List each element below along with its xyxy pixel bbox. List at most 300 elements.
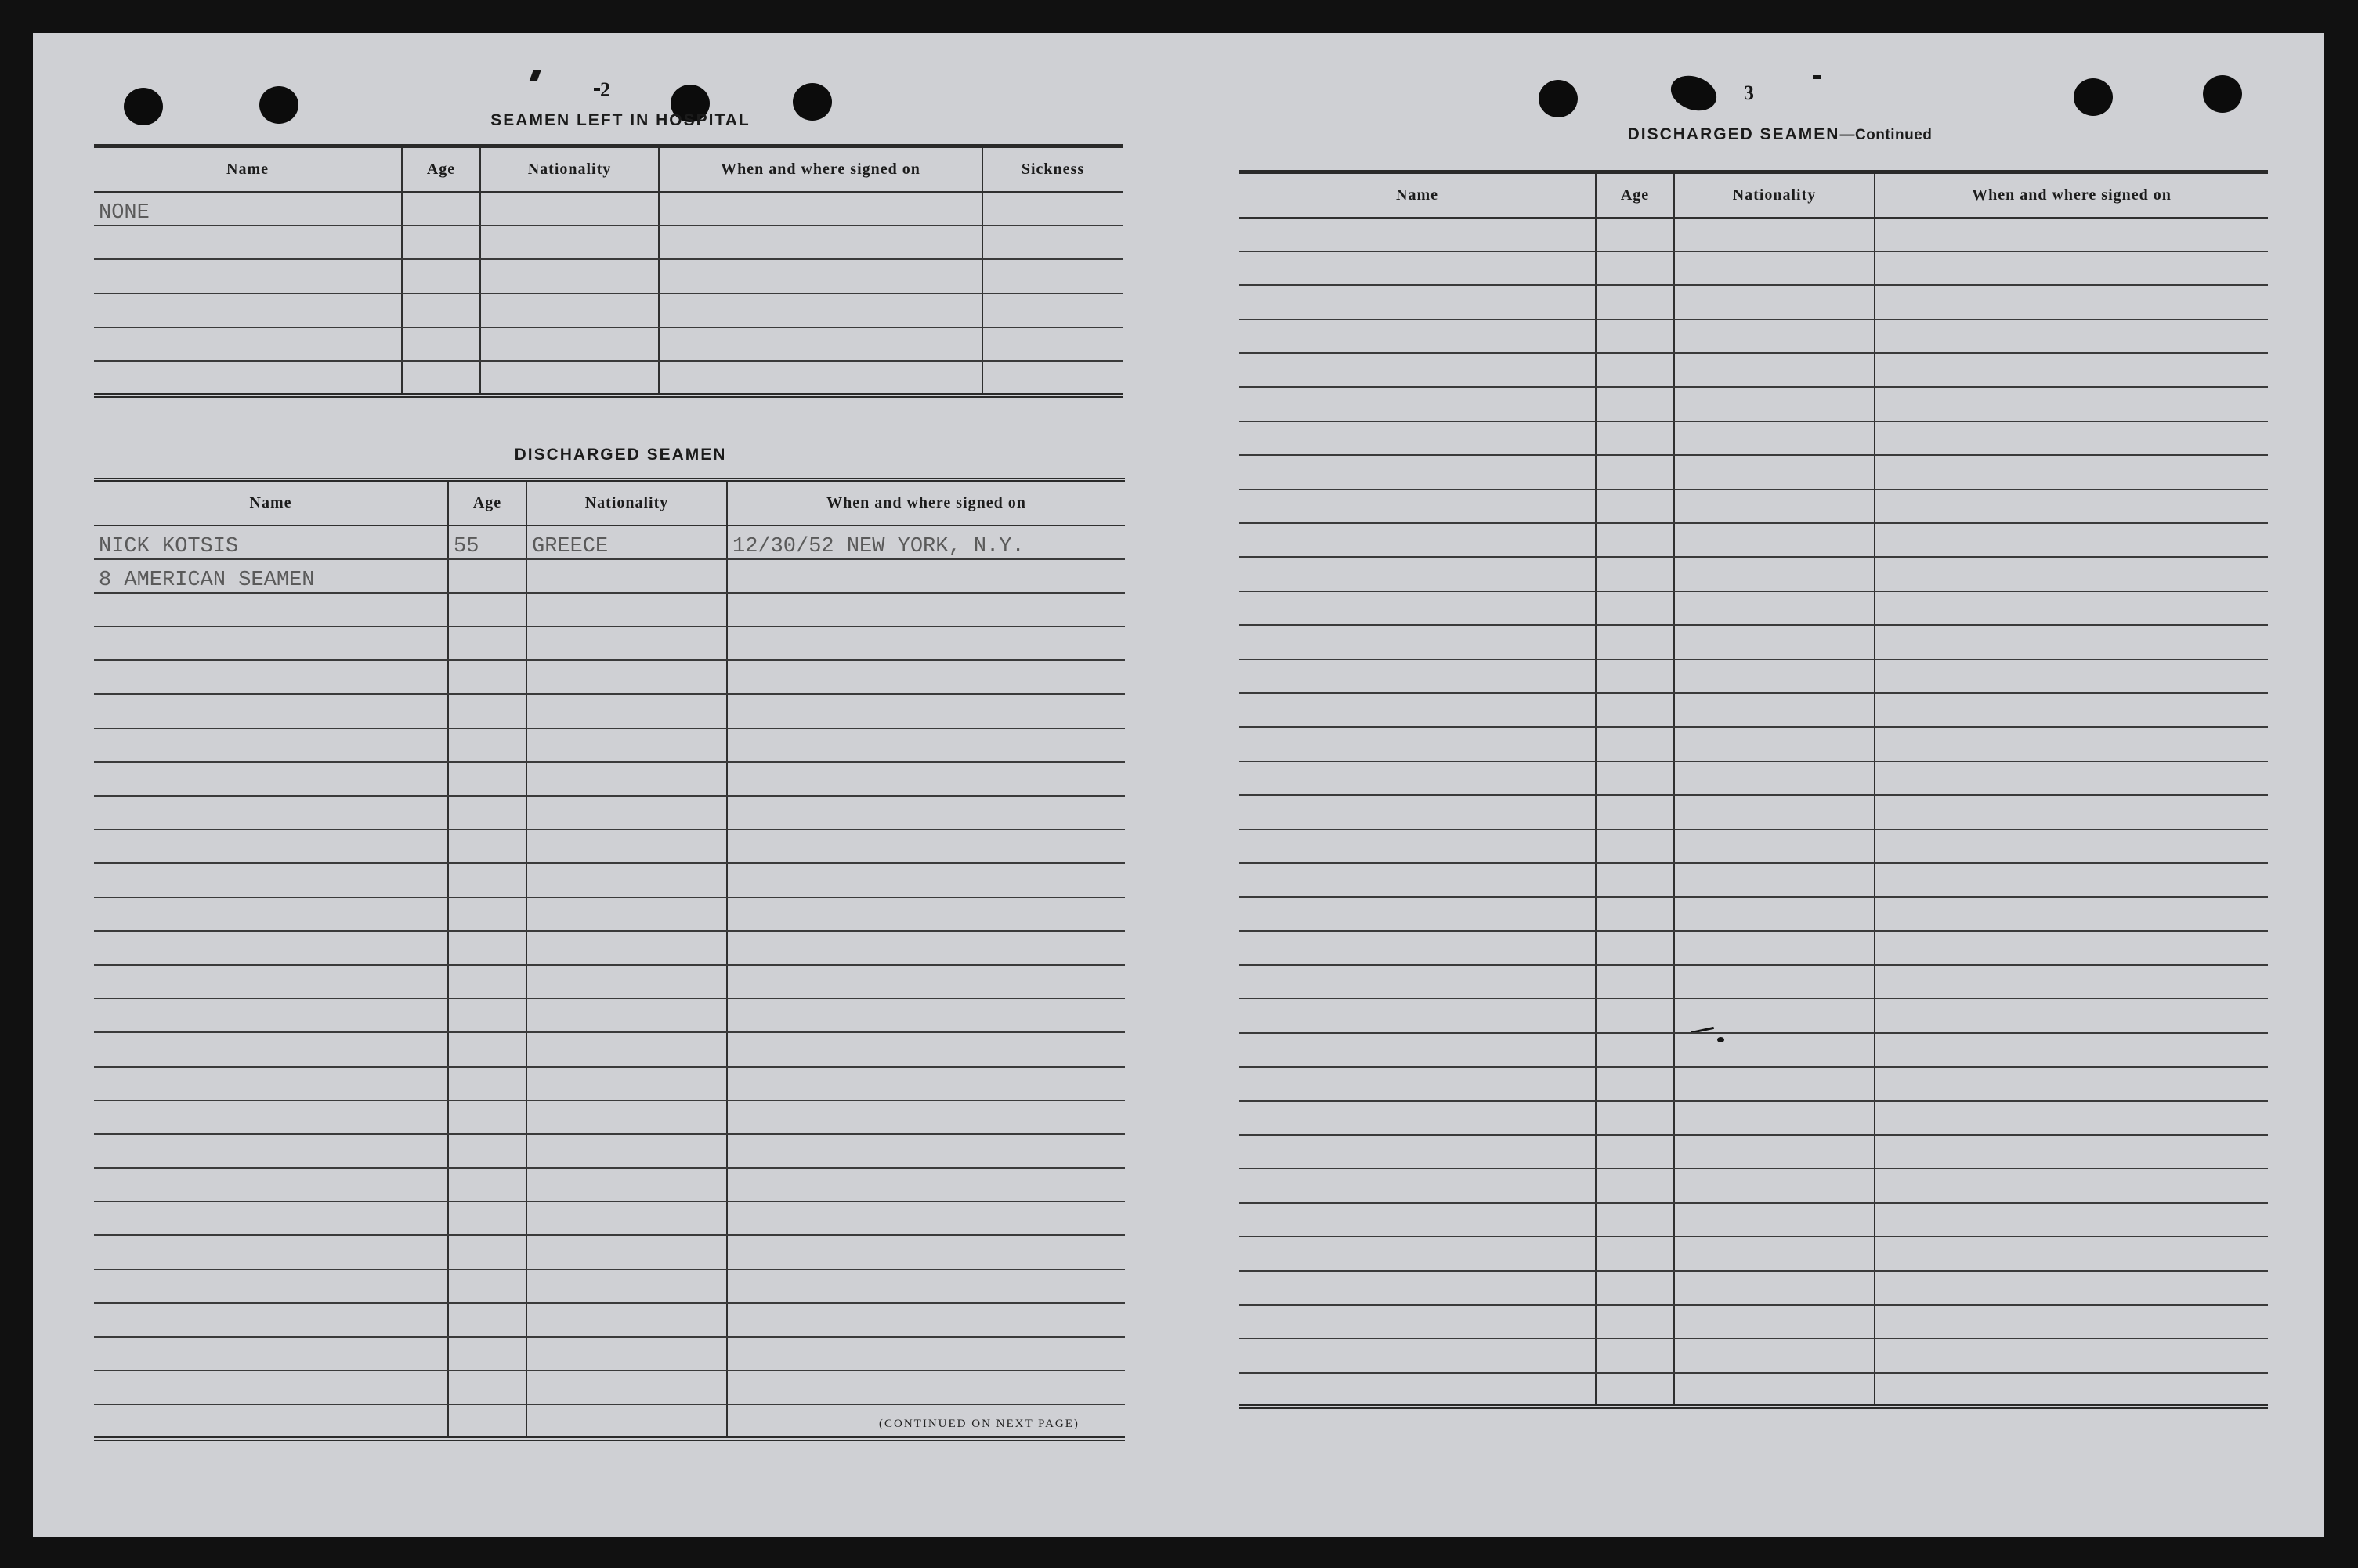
table-row [94,1201,1125,1235]
table-row [1239,1033,2268,1067]
table-cell [1239,1135,1596,1169]
table-cell [727,931,1125,965]
table-row [1239,591,2268,625]
table-cell [1239,965,1596,999]
table-cell [1674,1067,1875,1100]
page-number: 3 [1744,81,1754,104]
table-cell [1596,1203,1674,1237]
table-cell [94,728,448,762]
table-row [1239,490,2268,523]
table-cell [1875,659,2268,693]
table-cell [94,931,448,965]
table-cell [1674,693,1875,727]
table-row [94,1134,1125,1168]
table-row [1239,693,2268,727]
punch-hole-icon [2203,75,2242,113]
table-cell [1239,285,1596,319]
table-cell [94,898,448,931]
table-cell [448,559,526,593]
table-cell [1674,523,1875,557]
punch-hole-icon [1539,80,1578,117]
table-cell [448,1303,526,1337]
table-cell [659,327,982,361]
table-row [1239,1271,2268,1305]
table-cell [94,1303,448,1337]
table-cell [448,1201,526,1235]
table-cell [1239,421,1596,455]
table-cell [526,1201,727,1235]
table-cell [727,1201,1125,1235]
table-cell [1239,557,1596,591]
column-header: Age [448,480,526,526]
table-cell [1875,1169,2268,1202]
table-cell: 55 [448,526,526,559]
table-row [94,1270,1125,1303]
table-cell [94,1371,448,1404]
table-row [1239,1135,2268,1169]
column-header: When and where signed on [1875,172,2268,218]
table-row [1239,218,2268,251]
table-cell: 12/30/52 NEW YORK, N.Y. [727,526,1125,559]
table-row [94,1067,1125,1100]
table-row [1239,829,2268,863]
table-cell [1596,931,1674,965]
table-cell [1239,761,1596,795]
table-cell [1239,897,1596,930]
table-cell [94,1168,448,1201]
table-cell [448,1168,526,1201]
table-row [94,526,1125,559]
table-cell [480,361,659,395]
table-cell [1674,218,1875,251]
table-cell [1239,591,1596,625]
table-cell [448,728,526,762]
table-cell [94,999,448,1032]
table-cell [1239,659,1596,693]
document-paper [33,33,2324,1537]
table-row [94,796,1125,829]
ink-mark [529,70,541,81]
table-cell [1239,1237,1596,1270]
table-row [94,259,1123,293]
table-cell [1674,897,1875,930]
table-cell [1875,625,2268,659]
table-cell [727,1371,1125,1404]
column-header: Age [402,146,480,192]
continued-note: (CONTINUED ON NEXT PAGE) [879,1418,1080,1430]
table-row [1239,387,2268,421]
table-row [1239,1101,2268,1135]
table-cell [1239,829,1596,863]
table-cell [402,361,480,395]
table-cell [526,1134,727,1168]
table-row [1239,625,2268,659]
table-cell [1596,999,1674,1032]
table-cell [1674,727,1875,761]
table-cell [727,1303,1125,1337]
column-header: When and where signed on [659,146,982,192]
table-cell [1596,1305,1674,1339]
table-cell: NONE [94,192,402,226]
table-cell [1875,285,2268,319]
table-cell [448,931,526,965]
table-cell [94,863,448,897]
table-cell [727,965,1125,999]
table-cell [94,965,448,999]
table-cell [1875,1305,2268,1339]
table-cell [448,1404,526,1438]
table-cell [480,327,659,361]
hospital-table [94,144,1123,398]
table-cell [1875,897,2268,930]
table-row [1239,1203,2268,1237]
table-cell [526,999,727,1032]
table-cell [982,259,1123,293]
table-row [94,965,1125,999]
table-cell [526,1100,727,1134]
table-cell [526,1303,727,1337]
table-row [94,931,1125,965]
table-cell [1875,829,2268,863]
table-cell [1239,1305,1596,1339]
table-cell [448,1100,526,1134]
table-cell [1674,1033,1875,1067]
punch-hole-icon [124,88,163,125]
table-cell [727,829,1125,863]
page-number: 2 [600,78,610,101]
table-cell [94,796,448,829]
table-cell [1239,931,1596,965]
table-row [94,694,1125,728]
discharged-continued-table [1239,170,2268,1409]
table-cell [1239,693,1596,727]
table-cell [727,1337,1125,1371]
table-cell [94,1032,448,1066]
table-cell [727,660,1125,694]
table-cell [1674,1135,1875,1169]
table-cell [526,931,727,965]
table-cell [727,1270,1125,1303]
table-cell [402,192,480,226]
table-row [94,999,1125,1032]
table-cell [659,294,982,327]
column-header: Name [1239,172,1596,218]
table-cell [94,226,402,259]
column-header: Nationality [1674,172,1875,218]
table-cell [94,1235,448,1269]
table-cell [1239,795,1596,829]
table-cell [1596,693,1674,727]
table-cell [526,1235,727,1269]
table-cell [659,259,982,293]
table-cell [1239,1339,1596,1372]
table-cell [448,1371,526,1404]
table-cell [1239,251,1596,285]
column-header: Name [94,146,402,192]
table-cell [480,294,659,327]
table-row [1239,1169,2268,1202]
table-cell [1596,523,1674,557]
table-cell [448,627,526,660]
table-cell [1875,965,2268,999]
table-row [1239,1067,2268,1100]
table-cell: NICK KOTSIS [94,526,448,559]
table-cell [448,999,526,1032]
table-cell [1674,761,1875,795]
table-row [94,559,1125,593]
table-cell [727,593,1125,627]
table-cell [1674,285,1875,319]
table-cell [1875,1033,2268,1067]
table-row [1239,931,2268,965]
table-cell [1596,557,1674,591]
table-row [94,1303,1125,1337]
table-cell [448,1270,526,1303]
table-cell [1239,1373,1596,1407]
table-cell [526,1032,727,1066]
punch-hole-icon [1666,70,1722,117]
table-cell [727,796,1125,829]
table-row [1239,557,2268,591]
table-cell: 8 AMERICAN SEAMEN [94,559,448,593]
table-cell [982,361,1123,395]
discharged-section-title: DISCHARGED SEAMEN [514,446,727,464]
table-cell [1596,421,1674,455]
table-cell [1674,863,1875,897]
table-cell [1596,320,1674,353]
table-cell [1674,625,1875,659]
table-cell [1875,1203,2268,1237]
table-cell [1875,591,2268,625]
table-cell: GREECE [526,526,727,559]
table-cell [1596,965,1674,999]
table-row [94,294,1123,327]
table-cell [1596,897,1674,930]
discharged-table [94,478,1125,1441]
discharged-continued-title [1506,125,2054,144]
table-cell [1674,455,1875,489]
table-cell [1875,727,2268,761]
table-cell [480,226,659,259]
table-cell [94,361,402,395]
table-cell [1596,1067,1674,1100]
punch-hole-icon [2074,78,2113,116]
table-cell [402,259,480,293]
table-cell [1596,455,1674,489]
table-cell [1875,523,2268,557]
table-row [1239,523,2268,557]
table-cell [1239,1271,1596,1305]
table-cell [1875,1135,2268,1169]
table-cell [526,762,727,796]
table-row [94,192,1123,226]
table-cell [94,294,402,327]
table-cell [94,762,448,796]
table-cell [402,226,480,259]
table-row [1239,999,2268,1032]
table-cell [1239,863,1596,897]
table-cell [1596,387,1674,421]
table-cell [1596,1101,1674,1135]
table-cell [727,728,1125,762]
table-row [94,1337,1125,1371]
table-cell [1875,251,2268,285]
table-cell [727,627,1125,660]
continued-label: —Continued [1839,127,1933,143]
table-cell [1239,727,1596,761]
discharged-title-main: DISCHARGED SEAMEN [1627,125,1840,143]
table-row [94,627,1125,660]
ink-mark [1813,75,1821,79]
table-cell [1239,455,1596,489]
table-cell [94,1067,448,1100]
table-cell [1674,965,1875,999]
table-cell [448,1032,526,1066]
table-cell [526,694,727,728]
table-cell [1239,218,1596,251]
table-cell [448,1134,526,1168]
table-cell [526,898,727,931]
table-cell [94,1404,448,1438]
table-cell [1596,659,1674,693]
table-cell [1239,387,1596,421]
table-cell [727,863,1125,897]
table-cell [94,829,448,863]
table-cell [448,1067,526,1100]
table-row [94,1032,1125,1066]
table-cell [982,226,1123,259]
table-cell [1674,421,1875,455]
table-cell [448,863,526,897]
table-cell [1674,1169,1875,1202]
table-cell [727,694,1125,728]
table-cell [1674,1305,1875,1339]
table-cell [526,1404,727,1438]
table-cell [1596,1271,1674,1305]
table-cell [480,259,659,293]
table-cell [526,1168,727,1201]
table-cell [1239,1033,1596,1067]
table-cell [982,192,1123,226]
table-cell [1875,693,2268,727]
table-cell [727,1168,1125,1201]
table-cell [1239,490,1596,523]
table-cell [526,660,727,694]
table-cell [1674,795,1875,829]
table-cell [659,192,982,226]
table-cell [1596,795,1674,829]
table-cell [1674,320,1875,353]
table-row [1239,1237,2268,1270]
table-cell [982,294,1123,327]
table-cell [1674,353,1875,387]
table-cell [1674,1203,1875,1237]
table-cell [1875,999,2268,1032]
table-cell [1596,829,1674,863]
table-cell [526,593,727,627]
table-cell [1674,387,1875,421]
table-row [94,1168,1125,1201]
table-cell [1239,1067,1596,1100]
table-row [1239,897,2268,930]
table-row [1239,455,2268,489]
ink-mark [594,88,600,91]
table-cell [1239,353,1596,387]
table-cell [526,627,727,660]
table-cell [526,1067,727,1100]
table-cell [1875,1271,2268,1305]
table-cell [402,327,480,361]
table-cell [1239,523,1596,557]
table-cell [1239,320,1596,353]
table-row [94,1371,1125,1404]
punch-hole-icon [259,86,298,124]
table-cell [1875,1373,2268,1407]
table-row [1239,1305,2268,1339]
table-cell [526,1337,727,1371]
table-cell [1239,999,1596,1032]
column-header: Age [1596,172,1674,218]
table-row [94,1235,1125,1269]
table-cell [1674,591,1875,625]
table-cell [1875,1067,2268,1100]
table-row [94,327,1123,361]
table-cell [1674,931,1875,965]
table-cell [727,1032,1125,1066]
table-cell [727,1235,1125,1269]
table-cell [526,863,727,897]
table-cell [448,762,526,796]
table-row [1239,421,2268,455]
column-header: Nationality [526,480,727,526]
table-cell [1596,727,1674,761]
table-row [1239,863,2268,897]
table-cell [1674,557,1875,591]
table-cell [94,694,448,728]
table-row [1239,659,2268,693]
table-cell [526,728,727,762]
table-cell [448,796,526,829]
table-cell [402,294,480,327]
table-cell [1596,1373,1674,1407]
table-cell [1674,1339,1875,1372]
table-cell [1875,490,2268,523]
table-cell [448,829,526,863]
table-cell [94,593,448,627]
table-row [1239,353,2268,387]
table-cell [1239,625,1596,659]
table-row [94,863,1125,897]
table-row [94,593,1125,627]
table-cell [94,1270,448,1303]
table-cell [526,965,727,999]
column-header: Name [94,480,448,526]
table-cell [1239,1203,1596,1237]
table-cell [727,1067,1125,1100]
table-cell [1875,761,2268,795]
table-cell [1875,557,2268,591]
table-cell [94,660,448,694]
table-cell [1674,659,1875,693]
table-cell [94,627,448,660]
table-cell [1596,1135,1674,1169]
table-cell [727,898,1125,931]
table-cell [94,259,402,293]
table-row [1239,1339,2268,1372]
table-row [1239,795,2268,829]
table-cell [1674,829,1875,863]
table-row [94,898,1125,931]
